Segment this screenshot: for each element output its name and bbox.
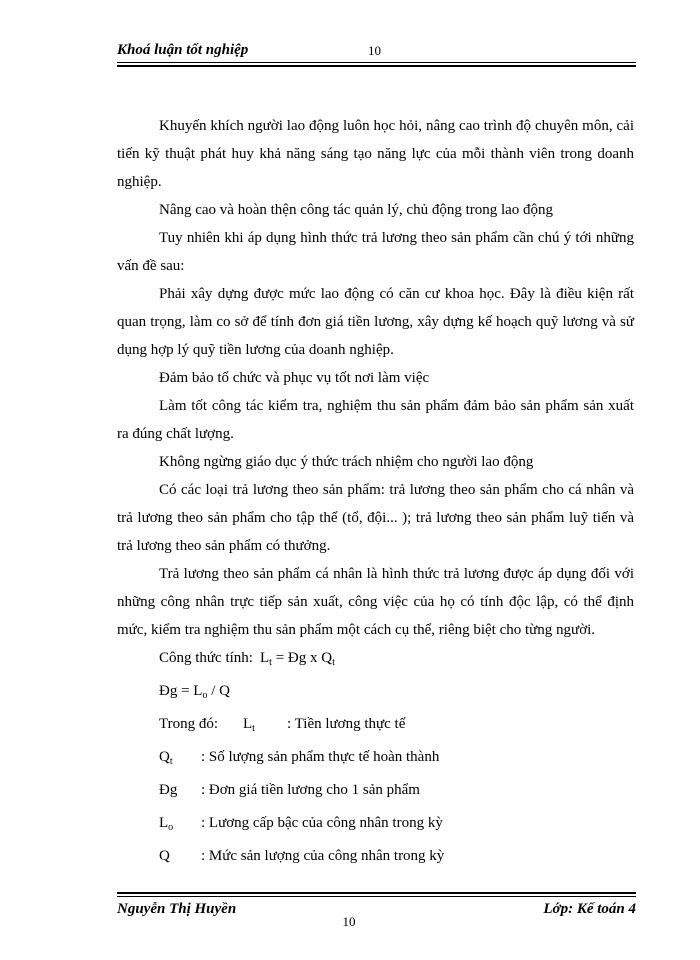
header-page-number: 10 xyxy=(368,43,381,58)
definition-symbol: Q xyxy=(159,848,170,864)
formula-second-post: / Q xyxy=(207,683,230,699)
definition-symbol-sub: o xyxy=(168,822,174,833)
paragraph: Nâng cao và hoàn thện công tác quản lý, chủ động trong lao động xyxy=(159,202,554,218)
formula-lhs: L xyxy=(260,650,270,666)
formula-second-pre: Đg = L xyxy=(159,683,203,699)
footer-page-number: 10 xyxy=(342,914,356,929)
definition-row xyxy=(117,842,634,875)
footer-rule xyxy=(117,892,636,897)
definition-row xyxy=(117,809,634,842)
paragraph: Tuy nhiên khi áp dụng hình thức trả lương theo sản phẩm cần chú ý tới những vấn đề sau: xyxy=(117,230,634,274)
paragraph: Có các loại trả lương theo sản phẩm: trả lương theo sản phẩm cho cá nhân và trả lương theo sản phẩm cho tập thể (tổ, đội... ); trả lương theo sản phẩm luỹ tiến và trả lương theo sản phẩm có thưởng. xyxy=(117,482,634,554)
definition-row xyxy=(117,710,634,743)
formula-second xyxy=(117,677,634,710)
page-header xyxy=(117,40,636,62)
definition-desc: : Lương cấp bậc của công nhân trong kỳ xyxy=(201,815,443,831)
definition-desc: : Tiền lương thực tế xyxy=(287,716,406,732)
footer-class: Lớp: Kế toán 4 xyxy=(543,901,636,917)
paragraph: Làm tốt công tác kiểm tra, nghiệm thu sản phẩm đảm bảo sản phẩm sản xuất ra đúng chất lượng. xyxy=(117,398,634,442)
paragraph: Khuyến khích người lao động luôn học hỏi, nâng cao trình độ chuyên môn, cải tiến kỹ thuật phát huy khả năng sáng tạo năng lực của mỗi thành viên trong doanh nghiệp. xyxy=(117,118,634,190)
document-body xyxy=(117,112,634,875)
definition-symbol: Q xyxy=(159,749,170,765)
definition-desc: : Mức sản lượng của công nhân trong kỳ xyxy=(201,848,445,864)
paragraph: Không ngừng giáo dục ý thức trách nhiệm cho người lao động xyxy=(159,454,534,470)
formula-lhs-sub: t xyxy=(269,657,272,668)
definition-symbol: L xyxy=(159,815,169,831)
definition-symbol-sub: t xyxy=(252,723,255,734)
definition-symbol: L xyxy=(243,716,253,732)
formula-second-sub: o xyxy=(202,690,208,701)
definition-row xyxy=(117,776,634,809)
header-rule xyxy=(117,62,636,67)
formula-rhs-sub: t xyxy=(332,657,335,668)
formula-rhs: = Đg x Q xyxy=(275,650,333,666)
definition-symbol-sub: t xyxy=(169,756,173,767)
footer-author: Nguyễn Thị Huyền xyxy=(117,901,237,917)
formula-label: Công thức tính: xyxy=(159,650,253,666)
header-title: Khoá luận tốt nghiệp xyxy=(117,42,249,58)
paragraph: Phải xây dựng được mức lao động có căn cư khoa học. Đây là điều kiện rất quan trọng, làm co sở để tính đơn giá tiền lương, xây dựng kế hoạch quỹ lương và sử dụng hợp lý quỹ tiền lương của doanh nghiệp. xyxy=(117,286,634,358)
paragraph: Trả lương theo sản phẩm cá nhân là hình thức trả lương được áp dụng đối với những công nhân trực tiếp sản xuất, công việc của họ có tính độc lập, có thể định mức, kiểm tra nghiệm thu sản phẩm một cách cụ thể, riêng biệt cho từng người. xyxy=(117,566,634,638)
definition-desc: : Đơn giá tiền lương cho 1 sản phẩm xyxy=(201,782,420,798)
definition-symbol: Đg xyxy=(159,782,178,798)
definition-desc: : Số lượng sản phẩm thực tế hoàn thành xyxy=(201,749,440,765)
formula-main xyxy=(117,644,634,677)
definition-row xyxy=(117,743,634,776)
where-label: Trong đó: xyxy=(159,716,219,732)
paragraph: Đảm bảo tổ chức và phục vụ tốt nơi làm việc xyxy=(159,370,430,386)
